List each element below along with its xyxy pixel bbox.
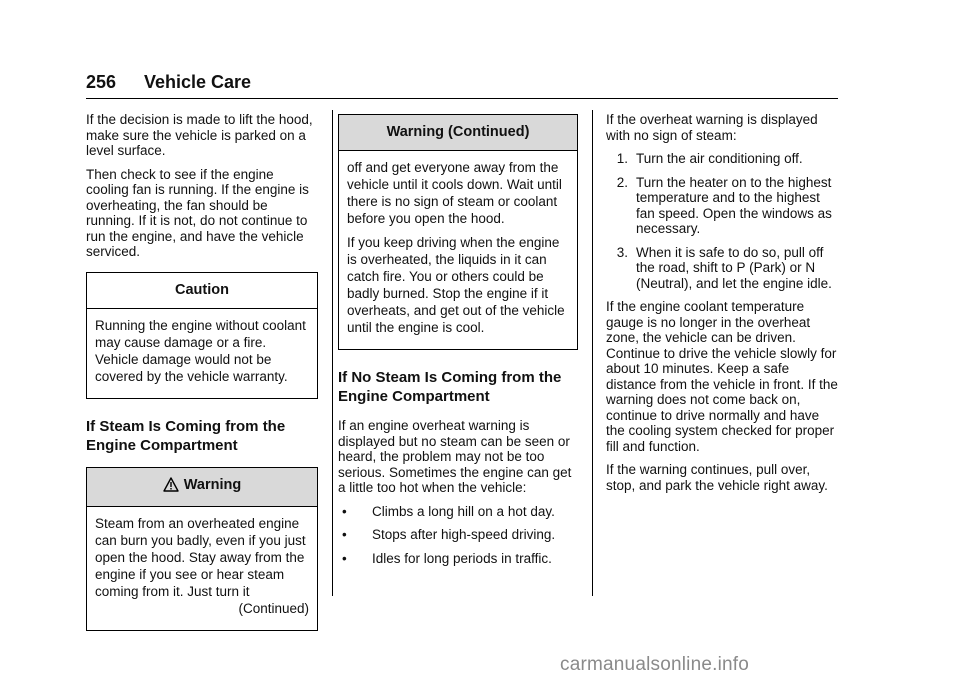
caution-text: Running the engine without coolant may cause damage or a fire. Vehicle damage would not be covered by the vehicle warranty. [95, 317, 306, 384]
section-heading: If No Steam Is Coming from the Engine Compartment [338, 369, 562, 405]
warning-triangle-icon [163, 477, 179, 496]
caution-box [86, 272, 318, 399]
list-item [338, 504, 578, 520]
page-number: 256 [86, 72, 117, 92]
column-left [86, 112, 318, 641]
caution-title: Caution [87, 273, 317, 309]
column-divider [332, 110, 333, 596]
list-item [338, 551, 578, 567]
warning-title: Warning [183, 476, 242, 493]
paragraph: If the decision is made to lift the hood, make sure the vehicle is parked on a level surface. [86, 112, 313, 158]
paragraph: If an engine overheat warning is displayed but no steam can be seen or heard, the problem may not be too serious. Sometimes the engine can get a little too hot when the vehicle: [338, 418, 572, 495]
warning-continued-title: Warning (Continued) [339, 115, 577, 151]
step-number: 2. [616, 174, 628, 190]
warning-box [86, 467, 318, 631]
list-item [338, 527, 578, 543]
bullet-mark: • [342, 550, 347, 566]
list-item-text: Idles for long periods in traffic. [372, 550, 552, 566]
warning-text: off and get everyone away from the vehicle until it cools down. Wait until there is no sign of steam or coolant before you open the hood. [347, 160, 562, 226]
warning-continued-body [339, 151, 577, 349]
section-title: Vehicle Care [144, 72, 252, 92]
list-item [606, 175, 838, 237]
warning-header [87, 468, 317, 507]
header-rule [86, 98, 838, 99]
caution-body [87, 309, 317, 398]
paragraph: If the warning continues, pull over, stop, and park the vehicle right away. [606, 462, 828, 493]
bullet-mark: • [342, 527, 347, 542]
bullet-mark: • [342, 503, 347, 519]
list-item [606, 245, 838, 292]
column-right [606, 112, 838, 501]
warning-text: Steam from an overheated engine can burn you badly, even if you just open the hood. Stay away from the engine if you see or hear steam coming from it. Just turn it [95, 515, 306, 599]
list-item-text: Stops after high-speed driving. [372, 527, 556, 542]
step-number: 3. [616, 244, 628, 260]
warning-continued-box [338, 114, 578, 350]
warning-text: If you keep driving when the engine is overheated, the liquids in it can catch fire. You or others could be badly burned. Stop the engine if it overheats, and get out of the vehicle until the engine is cool. [347, 235, 565, 335]
continued-label: (Continued) [238, 600, 309, 616]
section-heading: If Steam Is Coming from the Engine Compartment [86, 417, 286, 454]
paragraph: Then check to see if the engine cooling fan is running. If the engine is overheating, the fan should be running. If it is not, do not continue to run the engine, and have the vehicle serviced. [86, 166, 309, 259]
column-middle [338, 112, 578, 574]
list-item-text: Climbs a long hill on a hot day. [372, 503, 555, 519]
paragraph: If the engine coolant temperature gauge is no longer in the overheat zone, the vehicle can be driven. Continue to drive the vehicle slowly for about 10 minutes. Keep a safe distance from the vehicle in front. If the warning does not come back on, continue to drive normally and have the cooling system checked for proper fill and function. [606, 299, 838, 454]
paragraph: If the overheat warning is displayed with no sign of steam: [606, 112, 818, 143]
watermark: carmanualsonline.info [560, 654, 750, 675]
column-divider [592, 110, 593, 596]
step-text: Turn the air conditioning off. [636, 151, 803, 166]
warning-body [87, 507, 317, 630]
step-number: 1. [616, 151, 628, 166]
step-text: When it is safe to do so, pull off the road, shift to P (Park) or N (Neutral), and let the engine idle. [636, 244, 832, 291]
list-item [606, 151, 838, 167]
step-text: Turn the heater on to the highest temperature and to the highest fan speed. Open the windows as necessary. [636, 174, 832, 236]
